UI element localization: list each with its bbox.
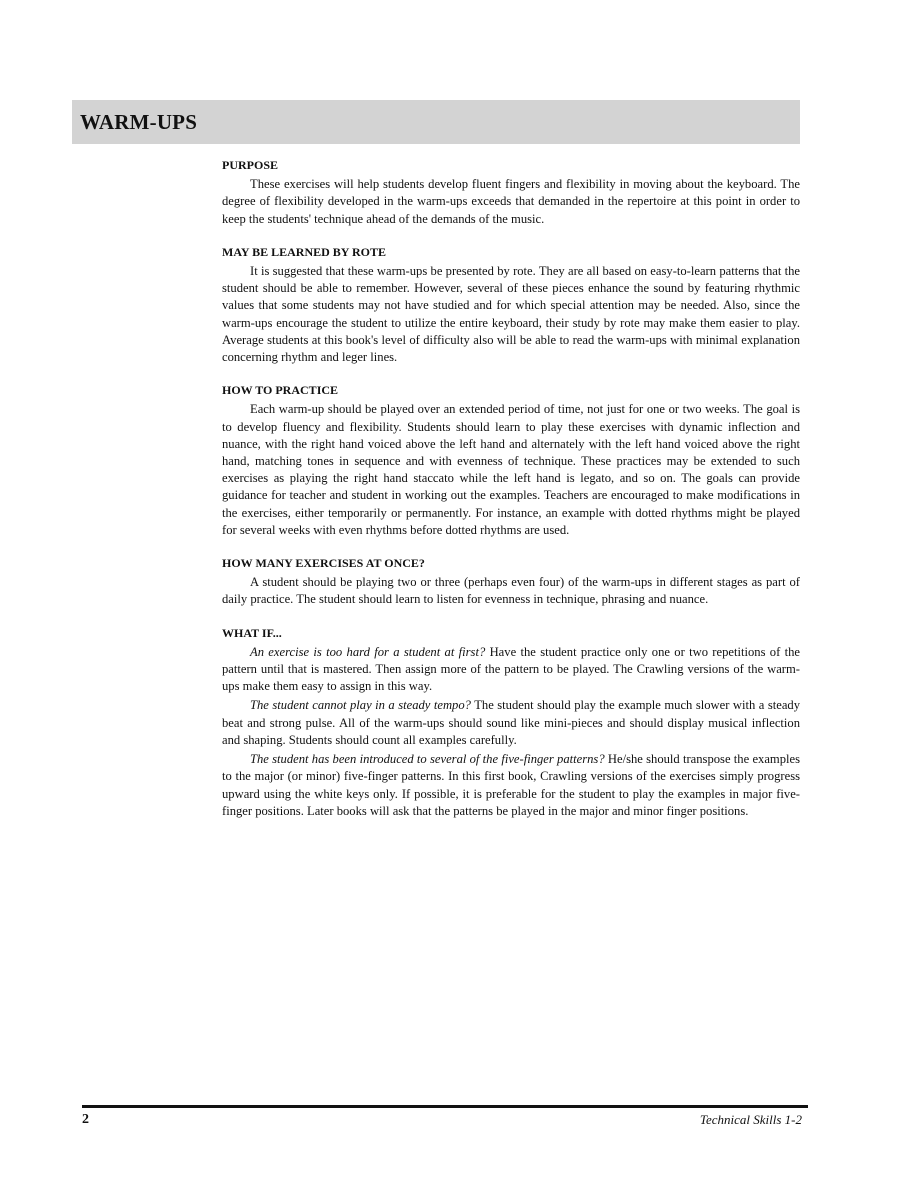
section-heading-practice: HOW TO PRACTICE	[222, 383, 339, 398]
section-heading-what-if: WHAT IF...	[222, 625, 282, 640]
section-purpose	[222, 157, 800, 228]
section-rote	[222, 244, 800, 366]
section-body-practice: Each warm-up should be played over an extended period of time, not just for one or two weeks. The goal is to develop fluency and flexibility. Students should learn to play these exercises with dynamic inflection and nuance, with the right hand voiced above the left hand and alternately with the left hand voiced above the right hand, matching tones in sequence and with evenness of technique. These practices may be extended to such exercises as playing the right hand staccato while the left hand is legato, and so on. The goals can provide guidance for teacher and student in working out the examples. Teachers are encouraged to make modifications in the exercises, either temporarily or permanently. For instance, an example with dotted rhythms might be played for several weeks with even rhythms before dotted rhythms are used.	[222, 402, 800, 537]
section-header-band	[72, 100, 800, 144]
what-if-answer-1: Have the student practice only one or two repetitions of the pattern until that is mastered. Then assign more of the pattern to be played. The Crawling versions of the warm-ups make them easy to assign in this way.	[222, 644, 800, 694]
section-practice	[222, 382, 800, 539]
what-if-paragraph-1	[222, 644, 800, 696]
what-if-question-3: The student has been introduced to several of the five-finger patterns?	[250, 752, 605, 767]
what-if-paragraph-2	[222, 697, 800, 749]
section-body-how-many: A student should be playing two or three (perhaps even four) of the warm-ups in different stages as part of daily practice. The student should learn to listen for evenness in technique, phrasing and nuance.	[222, 575, 800, 607]
section-heading-how-many: HOW MANY EXERCISES AT ONCE?	[222, 556, 425, 571]
section-heading-rote: MAY BE LEARNED BY ROTE	[222, 244, 387, 259]
section-body-rote: It is suggested that these warm-ups be presented by rote. They are all based on easy-to-learn patterns that the student should be able to remember. However, several of these pieces enhance the sound by featuring rhythmic values that some students may not have studied and for which special attention may be needed. Also, since the warm-ups encourage the student to utilize the entire keyboard, their study by rote may make them easier to play. Average students at this book's level of difficulty also will be able to read the warm-ups with minimal explanation concerning rhythm and leger lines.	[222, 264, 800, 365]
section-heading-purpose: PURPOSE	[222, 158, 279, 172]
what-if-paragraph-3	[222, 751, 800, 820]
what-if-question-2: The student cannot play in a steady tempo?	[250, 698, 471, 713]
footer-rule	[82, 1105, 808, 1108]
page-title: WARM-UPS	[80, 110, 198, 134]
section-how-many	[222, 555, 800, 609]
main-content	[222, 157, 800, 836]
book-title: Technical Skills 1-2	[699, 1112, 802, 1127]
what-if-answer-2: The student should play the example much slower with a steady beat and strong pulse. All of the warm-ups should sound like mini-pieces and should display musical inflection and shaping. Students should count all examples carefully.	[222, 698, 801, 747]
section-body-purpose: These exercises will help students develop fluent fingers and flexibility in moving about the keyboard. The degree of flexibility developed in the warm-ups exceeds that demanded in the repertoire at this point in order to keep the students' technique ahead of the demands of the music.	[222, 177, 800, 226]
section-what-if	[222, 625, 800, 820]
what-if-question-1: An exercise is too hard for a student at first?	[250, 644, 486, 659]
page-number: 2	[82, 1112, 89, 1127]
what-if-answer-3: He/she should transpose the examples to the major (or minor) five-finger patterns. In this first book, Crawling versions of the exercises simply progress upward using the white keys only. If possible, it is preferable for the student to play the examples in major five-finger positions. Later books will ask that the patterns be played in the major and minor finger positions.	[222, 752, 800, 818]
